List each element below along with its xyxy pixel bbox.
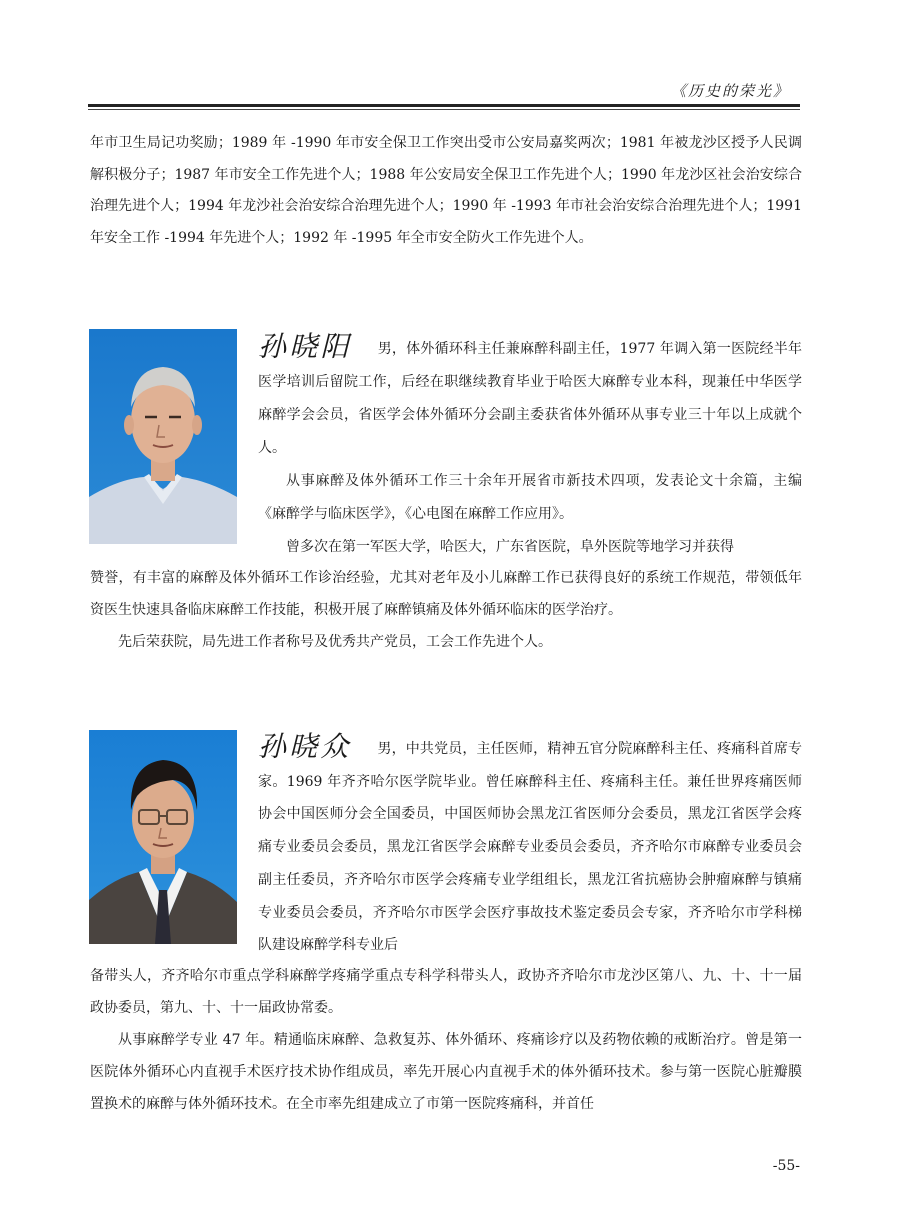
person-1-para-3a: 曾多次在第一军医大学，哈医大，广东省医院，阜外医院等地学习并获得	[286, 539, 734, 555]
portrait-1-image	[89, 329, 237, 544]
intro-text: 年市卫生局记功奖励；1989 年 -1990 年市安全保卫工作突出受市公安局嘉奖两次；1981 年被龙沙区授予人民调解积极分子；1987 年市安全工作先进个人；1988 年公安局安全保卫工作先进个人；1990 年龙沙区社会治安综合治理先进个人；1994 年龙沙社会治安综合治理先进个人；1990 年 -1993 年市社会治安综合治理先进个人；1991 年安全工作 -1994 年先进个人；1992 年 -1995 年全市安全防火工作先进个人。	[90, 135, 802, 246]
person-2-name: 孙晓众	[258, 730, 352, 763]
person-1-para-1: 男，体外循环科主任兼麻醉科副主任，1977 年调入第一医院经半年医学培训后留院工作，后经在职继续教育毕业于哈医大麻醉专业本科，现兼任中华医学麻醉学会会员，省医学会体外循环分会副主委获省体外循环从事专业三十年以上成就个人。	[258, 341, 802, 456]
person-1-para-4: 先后荣获院，局先进工作者称号及优秀共产党员，工会工作先进个人。	[118, 634, 552, 650]
portrait-2-image	[89, 730, 237, 944]
person-1-para-2: 从事麻醉及体外循环工作三十余年开展省市新技术四项，发表论文十余篇，主编《麻醉学与临床医学》，《心电图在麻醉工作应用》。	[258, 473, 802, 522]
person-1-bio-full	[90, 562, 802, 658]
person-2-para-2: 从事麻醉学专业 47 年。精通临床麻醉、急救复苏、体外循环、疼痛诊疗以及药物依赖的戒断治疗。曾是第一医院体外循环心内直视手术医疗技术协作组成员，率先开展心内直视手术的体外循环技术。参与第一医院心脏瓣膜置换术的麻醉与体外循环技术。在全市率先组建成立了市第一医院疼痛科，并首任	[90, 1032, 802, 1112]
page-number: -55-	[772, 1158, 800, 1174]
header-rule-thin	[88, 109, 800, 110]
intro-paragraph	[90, 128, 802, 254]
person-1-bio-side	[258, 330, 802, 564]
person-2-para-1a: 男，中共党员，主任医师，精神五官分院麻醉科主任、疼痛科首席专家。1969 年齐齐哈尔医学院毕业。曾任麻醉科主任、疼痛科主任。兼任世界疼痛医师协会中国医师分会全国委员，中国医师协会黑龙江省医师分会委员，黑龙江省医学会疼痛专业委员会委员，黑龙江省医学会麻醉专业委员会委员，齐齐哈尔市麻醉专业委员会副主任委员，齐齐哈尔市医学会疼痛专业学组组长，黑龙江省抗癌协会肿瘤麻醉与镇痛专业委员会委员，齐齐哈尔市医学会医疗事故技术鉴定委员会专家，齐齐哈尔市学科梯队建设麻醉学科专业后	[258, 741, 802, 954]
portrait-photo-2	[89, 730, 237, 944]
portrait-photo-1	[89, 329, 237, 544]
person-2-para-1b: 备带头人，齐齐哈尔市重点学科麻醉学疼痛学重点专科学科带头人，政协齐齐哈尔市龙沙区第八、九、十、十一届政协委员，第九、十、十一届政协常委。	[90, 968, 802, 1016]
person-1-para-3b: 赞誉，有丰富的麻醉及体外循环工作诊治经验，尤其对老年及小儿麻醉工作已获得良好的系统工作规范，带领低年资医生快速具备临床麻醉工作技能，积极开展了麻醉镇痛及体外循环临床的医学治疗。	[90, 570, 802, 618]
person-1-name: 孙晓阳	[258, 330, 352, 363]
running-header-title: 《历史的荣光》	[670, 82, 790, 100]
person-2-bio-full	[90, 960, 802, 1120]
person-2-bio-side	[258, 731, 802, 962]
header-rule	[88, 104, 800, 107]
